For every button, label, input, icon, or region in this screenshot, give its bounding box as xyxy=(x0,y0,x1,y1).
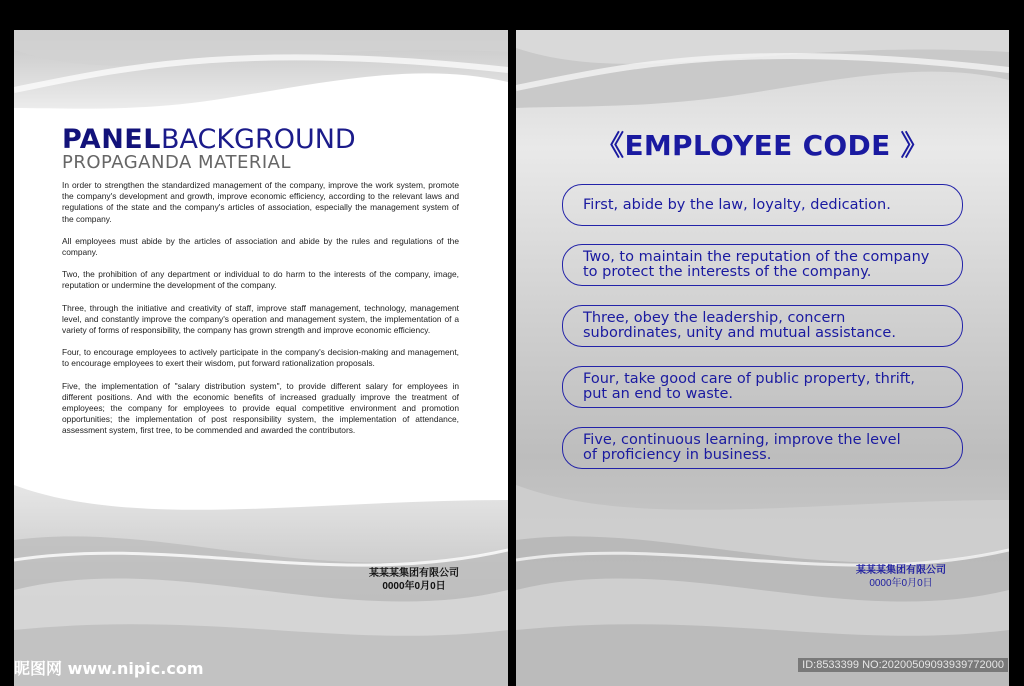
code-item xyxy=(562,366,963,408)
code-item-line: Three, obey the leadership, concern xyxy=(583,310,846,326)
paragraph: Two, the prohibition of any department or individual to do harm to the interests of the company, image, reputation or undermine the development of the company. xyxy=(62,269,459,291)
code-item-line: of proficiency in business. xyxy=(583,447,772,463)
title-light-word: BACKGROUND xyxy=(160,124,356,155)
paragraph: All employees must abide by the articles of association and abide by the rules and regulations of the company. xyxy=(62,235,459,258)
panel-title xyxy=(62,126,356,153)
code-item-line: Four, take good care of public property, thrift, xyxy=(583,371,915,387)
company-name: 某某某集团有限公司 xyxy=(369,568,459,579)
right-panel xyxy=(516,30,1009,686)
image-id-watermark: ID:8533399 NO:20200509093939772000 xyxy=(798,658,1008,672)
left-panel xyxy=(14,30,508,686)
date-text: 0000年0月0日 xyxy=(382,581,446,592)
employee-code-title: 《EMPLOYEE CODE 》 xyxy=(596,129,929,162)
panel-subtitle: PROPAGANDA MATERIAL xyxy=(62,152,292,173)
body-text xyxy=(62,180,459,448)
code-item-line: put an end to waste. xyxy=(583,386,733,402)
paragraph: Five, the implementation of "salary distribution system", to provide different salary for employees in different positions. And with the economic benefits of increased gradually improve the treatment of employees; the company for employees to provide equal competitive environment and promotion opportunities; the implementation of post responsibility system, the implementation of attendance, assessment system, first tree, to be commended and awarded the contributors. xyxy=(62,380,459,436)
code-item-line: Five, continuous learning, improve the level xyxy=(583,432,901,448)
title-bold-word: PANEL xyxy=(62,124,161,155)
code-item-line: to protect the interests of the company. xyxy=(583,264,872,280)
code-item xyxy=(562,244,963,286)
code-item xyxy=(562,305,963,347)
date-text: 0000年0月0日 xyxy=(869,578,933,589)
site-watermark: 昵图网 www.nipic.com xyxy=(14,659,204,678)
code-item-line: First, abide by the law, loyalty, dedication. xyxy=(583,196,891,213)
paragraph: Four, to encourage employees to actively participate in the company's decision-making and management, to encourage employees to exert their wisdom, put forward rationalization proposals. xyxy=(62,347,459,369)
right-footer xyxy=(856,564,946,590)
code-item-line: subordinates, unity and mutual assistance. xyxy=(583,325,896,341)
paragraph: In order to strengthen the standardized management of the company, improve the work system, promote the company's development and growth, improve economic efficiency, according to the relevant laws and regulations of the state and the company's articles of association, especially the management system of the company. xyxy=(62,180,459,224)
company-name: 某某某集团有限公司 xyxy=(856,565,946,576)
code-item xyxy=(562,427,963,469)
left-footer xyxy=(369,567,459,593)
code-item-line: Two, to maintain the reputation of the company xyxy=(583,249,930,265)
paragraph: Three, through the initiative and creativity of staff, improve staff management, technology, management level, and constantly improve the company's operation and management system, the implementation of a variety of forms of responsibility, the company has grown strength and improve economic efficiency. xyxy=(62,302,459,336)
code-item xyxy=(562,184,963,226)
